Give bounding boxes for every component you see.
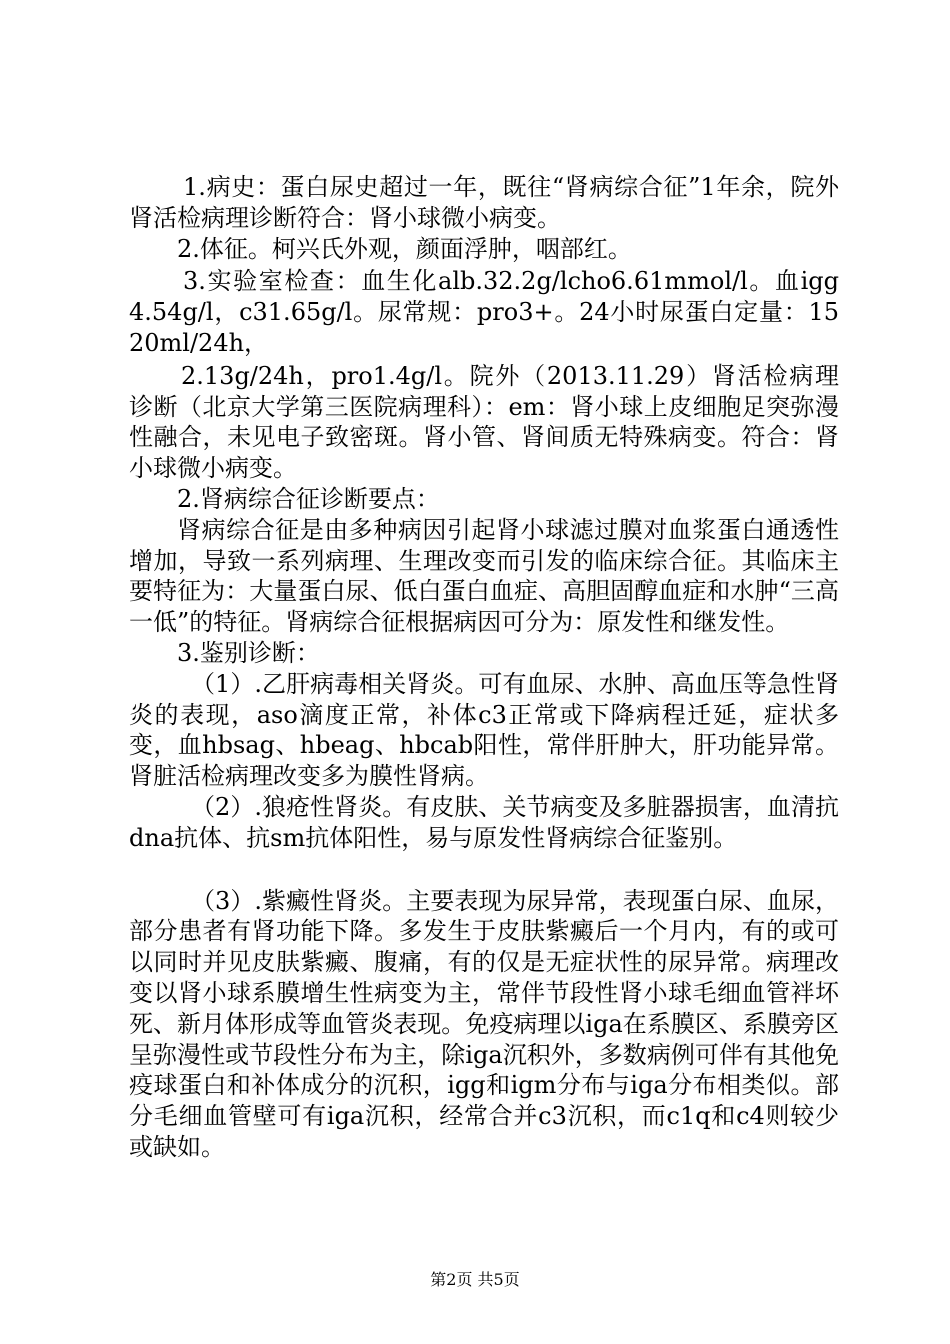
paragraph-lupus-nephritis: （2）.狼疮性肾炎。有皮肤、关节病变及多脏器损害，血清抗dna抗体、抗sm抗体阳性，易与原发性肾病综合征鉴别。 <box>129 792 839 852</box>
document-body <box>129 172 839 1163</box>
paragraph-physical-signs: 2.体征。柯兴氏外观，颜面浮肿，咽部红。 <box>177 234 632 263</box>
paragraph-diagnosis-heading: 2.肾病综合征诊断要点： <box>177 484 440 513</box>
paragraph-purpura-nephritis: （3）.紫癜性肾炎。主要表现为尿异常，表现蛋白尿、血尿，部分患者有肾功能下降。多发生于皮肤紫癜后一个月内，有的或可以同时并见皮肤紫癜、腹痛，有的仅是无症状性的尿异常。病理改变以肾小球系膜增生性病变为主，常伴节段性肾小球毛细血管袢坏死、新月体形成等血管炎表现。免疫病理以iga在系膜区、系膜旁区呈弥漫性或节段性分布为主，除iga沉积外，多数病例可伴有其他免疫球蛋白和补体成分的沉积，igg和igm分布与iga分布相类似。部分毛细血管壁可有iga沉积，经常合并c3沉积，而c1q和c4则较少或缺如。 <box>129 886 839 1161</box>
paragraph-biopsy-result: 2.13g/24h，pro1.4g/l。院外（2013.11.29）肾活检病理诊断（北京大学第三医院病理科）：em：肾小球上皮细胞足突弥漫性融合，未见电子致密斑。肾小管、肾间质无特殊病变。符合：肾小球微小病变。 <box>129 361 839 483</box>
page-number-footer: 第2页 共5页 <box>430 1270 520 1289</box>
paragraph-lab-tests: 3.实验室检查：血生化alb.32.2g/lcho6.61mmol/l。血igg4.54g/l，c31.65g/l。尿常规：pro3+。24小时尿蛋白定量：1520ml/24h， <box>129 267 839 357</box>
paragraph-hepatitis-nephritis: （1）.乙肝病毒相关肾炎。可有血尿、水肿、高血压等急性肾炎的表现，aso滴度正常，补体c3正常或下降病程迁延，症状多变，血hbsag、hbeag、hbcab阳性，常伴肝肿大，肝功能异常。肾脏活检病理改变多为膜性肾病。 <box>129 669 839 791</box>
paragraph-differential-heading: 3.鉴别诊断： <box>177 638 320 667</box>
paragraph-diagnosis-points: 肾病综合征是由多种病因引起肾小球滤过膜对血浆蛋白通透性增加，导致一系列病理、生理改变而引发的临床综合征。其临床主要特征为：大量蛋白尿、低白蛋白血症、高胆固醇血症和水肿“三高一低”的特征。肾病综合征根据病因可分为：原发性和继发性。 <box>129 515 839 637</box>
paragraph-medical-history: 1.病史：蛋白尿史超过一年，既往“肾病综合征”1年余，院外肾活检病理诊断符合：肾小球微小病变。 <box>129 173 839 232</box>
